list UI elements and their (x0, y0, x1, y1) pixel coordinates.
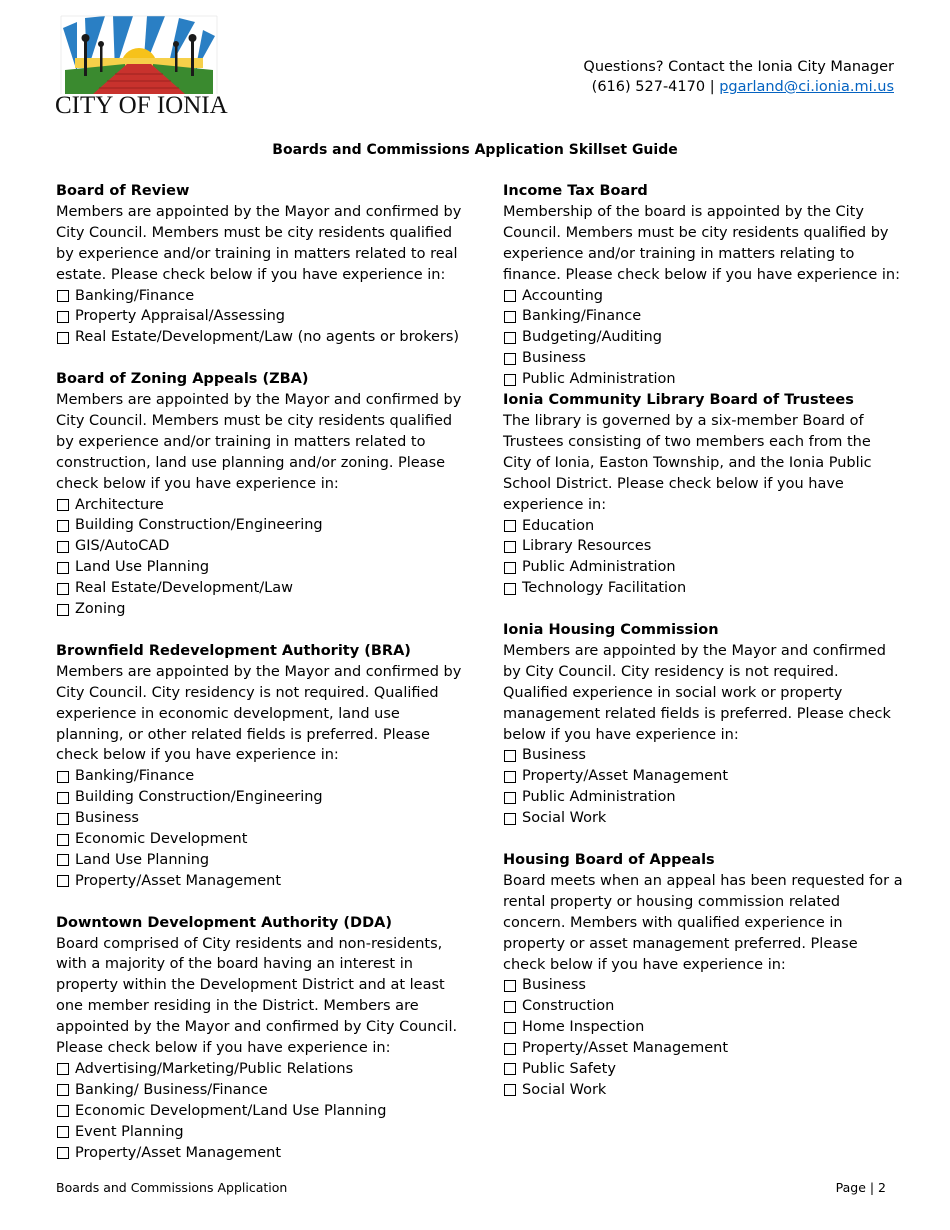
checkbox[interactable] (57, 1126, 69, 1138)
section-ionia-housing-commission (503, 620, 903, 829)
checkbox-option[interactable] (503, 1017, 903, 1038)
section-brownfield-redevelopment-authority (56, 641, 466, 892)
checkbox-option[interactable] (56, 850, 466, 871)
option-label: Property/Asset Management (75, 1144, 282, 1161)
checkbox[interactable] (57, 332, 69, 344)
checkbox-option[interactable] (503, 369, 903, 390)
checkbox-option[interactable] (503, 975, 903, 996)
checkbox[interactable] (504, 520, 516, 532)
option-label: Property/Asset Management (522, 768, 729, 785)
checkbox[interactable] (57, 854, 69, 866)
option-label: Social Work (522, 1081, 607, 1098)
checkbox-option[interactable] (56, 286, 466, 307)
section-housing-board-of-appeals (503, 850, 903, 1101)
checkbox-option[interactable] (56, 557, 466, 578)
checkbox-option[interactable] (503, 306, 903, 327)
option-label: Property/Asset Management (75, 872, 282, 889)
right-column (503, 181, 903, 1101)
checkbox-option[interactable] (503, 996, 903, 1017)
section-heading: Ionia Housing Commission (503, 622, 719, 639)
checkbox[interactable] (57, 1063, 69, 1075)
checkbox-option[interactable] (56, 495, 466, 516)
checkbox-option[interactable] (56, 306, 466, 327)
checkbox[interactable] (57, 520, 69, 532)
section-heading: Ionia Community Library Board of Trustees (503, 392, 854, 409)
footer-document-name: Boards and Commissions Application (56, 1180, 288, 1195)
logo-wordmark: CITY OF IONIA (55, 92, 228, 119)
checkbox-option[interactable] (503, 787, 903, 808)
section-description: Members are appointed by the Mayor and confirmed by City Council. City residency is not required. Qualified experience in social work or property management related fields is preferred. Please check below if you have experience in: (503, 642, 891, 743)
checkbox[interactable] (504, 792, 516, 804)
contact-separator: | (705, 79, 720, 95)
section-board-of-review (56, 181, 466, 348)
checkbox-option[interactable] (503, 578, 903, 599)
section-description: Members are appointed by the Mayor and confirmed by City Council. Members must be city residents qualified by experience and/or training in matters related to real estate. Please check below if you have experience in: (56, 203, 462, 283)
checkbox-option[interactable] (503, 327, 903, 348)
checkbox[interactable] (504, 1001, 516, 1013)
checkbox[interactable] (504, 1063, 516, 1075)
section-library-board-of-trustees (503, 390, 903, 599)
checkbox[interactable] (57, 541, 69, 553)
checkbox[interactable] (504, 750, 516, 762)
checkbox[interactable] (504, 311, 516, 323)
contact-phone: (616) 527-4170 (591, 79, 706, 95)
section-description: Members are appointed by the Mayor and confirmed by City Council. City residency is not required. Qualified experience in economic development, land use planning, or other related fields is preferred. Please check below if you have experience in: (56, 663, 462, 764)
option-label: Library Resources (522, 538, 652, 555)
option-label: Public Safety (522, 1061, 616, 1078)
checkbox[interactable] (504, 1022, 516, 1034)
checkbox-option[interactable] (503, 745, 903, 766)
checkbox[interactable] (57, 771, 69, 783)
checkbox[interactable] (57, 813, 69, 825)
section-heading: Housing Board of Appeals (503, 851, 715, 868)
section-description: Membership of the board is appointed by the City Council. Members must be city residents qualified by experience and/or training in matters relating to finance. Please check below if you have experience in: (503, 203, 900, 283)
checkbox[interactable] (57, 290, 69, 302)
section-income-tax-board (503, 181, 903, 390)
option-label: Land Use Planning (75, 559, 210, 576)
option-label: Architecture (75, 496, 164, 513)
section-downtown-development-authority (56, 913, 466, 1164)
option-label: Real Estate/Development/Law (75, 580, 293, 597)
option-label: Business (522, 747, 586, 764)
checkbox-option[interactable] (56, 515, 466, 536)
option-label: Zoning (75, 601, 126, 618)
option-label: Construction (522, 998, 615, 1015)
left-column (56, 181, 466, 1164)
checkbox[interactable] (57, 562, 69, 574)
checkbox-option[interactable] (56, 871, 466, 892)
option-label: Economic Development (75, 831, 248, 848)
contact-block (583, 57, 894, 97)
section-description: Board comprised of City residents and non-residents, with a majority of the board having an interest in property within the Development District and at least one member residing in the District. Members are appointed by the Mayor and confirmed by City Council. Please check below if you have experience in: (56, 935, 458, 1057)
option-label: GIS/AutoCAD (75, 538, 170, 555)
option-label: Budgeting/Auditing (522, 329, 662, 346)
checkbox[interactable] (504, 353, 516, 365)
checkbox[interactable] (504, 583, 516, 595)
contact-line: Questions? Contact the Ionia City Manager (583, 59, 894, 75)
option-label: Banking/Finance (75, 768, 195, 785)
checkbox-option[interactable] (56, 766, 466, 787)
option-label: Technology Facilitation (522, 580, 687, 597)
option-label: Banking/Finance (75, 287, 195, 304)
section-heading: Brownfield Redevelopment Authority (BRA) (56, 642, 411, 659)
option-label: Education (522, 517, 595, 534)
checkbox[interactable] (504, 1043, 516, 1055)
checkbox-option[interactable] (503, 808, 903, 829)
checkbox-option[interactable] (503, 766, 903, 787)
checkbox[interactable] (504, 771, 516, 783)
checkbox[interactable] (504, 290, 516, 302)
city-logo (55, 14, 228, 120)
option-label: Social Work (522, 810, 607, 827)
checkbox[interactable] (57, 792, 69, 804)
section-heading: Downtown Development Authority (DDA) (56, 914, 392, 931)
option-label: Business (75, 810, 139, 827)
checkbox-option[interactable] (503, 557, 903, 578)
checkbox-option[interactable] (56, 1122, 466, 1143)
checkbox-option[interactable] (503, 1059, 903, 1080)
checkbox[interactable] (504, 374, 516, 386)
checkbox[interactable] (57, 875, 69, 887)
checkbox-option[interactable] (56, 1143, 466, 1164)
footer-page-number: Page | 2 (835, 1180, 886, 1195)
checkbox-option[interactable] (503, 286, 903, 307)
checkbox-option[interactable] (56, 1101, 466, 1122)
option-label: Public Administration (522, 789, 676, 806)
option-label: Event Planning (75, 1123, 184, 1140)
option-label: Business (522, 350, 586, 367)
page-title: Boards and Commissions Application Skillset Guide (272, 142, 678, 158)
section-description: Board meets when an appeal has been requested for a rental property or housing commission related concern. Members with qualified experience in property or asset management preferred. Please check below if you have experience in: (503, 872, 903, 973)
option-label: Real Estate/Development/Law (no agents or brokers) (75, 329, 460, 346)
checkbox[interactable] (504, 980, 516, 992)
contact-phone-email (583, 77, 894, 97)
checkbox-option[interactable] (503, 516, 903, 537)
option-label: Business (522, 977, 586, 994)
checkbox[interactable] (57, 1105, 69, 1117)
option-label: Public Administration (522, 371, 676, 388)
contact-email-link[interactable]: pgarland@ci.ionia.mi.us (719, 79, 894, 95)
section-heading: Income Tax Board (503, 183, 648, 199)
section-heading: Board of Zoning Appeals (ZBA) (56, 371, 309, 388)
checkbox[interactable] (57, 834, 69, 846)
checkbox-option[interactable] (56, 327, 466, 348)
checkbox[interactable] (57, 604, 69, 616)
checkbox-option[interactable] (56, 787, 466, 808)
city-logo-emblem-icon (55, 14, 223, 94)
option-label: Advertising/Marketing/Public Relations (75, 1061, 354, 1078)
option-label: Property Appraisal/Assessing (75, 308, 286, 325)
checkbox-option[interactable] (56, 1059, 466, 1080)
section-description: Members are appointed by the Mayor and confirmed by City Council. Members must be city residents qualified by experience and/or training in matters related to construction, land use planning and/or zoning. Please check below if you have experience in: (56, 392, 462, 492)
checkbox-option[interactable] (56, 829, 466, 850)
option-label: Building Construction/Engineering (75, 789, 323, 806)
option-label: Public Administration (522, 559, 676, 576)
option-label: Building Construction/Engineering (75, 517, 323, 534)
checkbox-option[interactable] (56, 599, 466, 620)
checkbox[interactable] (504, 1084, 516, 1096)
section-board-of-zoning-appeals (56, 369, 466, 620)
section-heading: Board of Review (56, 183, 190, 199)
checkbox-option[interactable] (503, 536, 903, 557)
checkbox-option[interactable] (56, 1080, 466, 1101)
checkbox[interactable] (57, 1084, 69, 1096)
checkbox[interactable] (57, 311, 69, 323)
option-label: Economic Development/Land Use Planning (75, 1102, 387, 1119)
checkbox-option[interactable] (503, 1080, 903, 1101)
option-label: Land Use Planning (75, 851, 210, 868)
option-label: Banking/ Business/Finance (75, 1081, 268, 1098)
checkbox[interactable] (504, 813, 516, 825)
checkbox[interactable] (504, 332, 516, 344)
checkbox[interactable] (504, 541, 516, 553)
checkbox-option[interactable] (56, 578, 466, 599)
option-label: Banking/Finance (522, 308, 642, 325)
option-label: Property/Asset Management (522, 1040, 729, 1057)
checkbox[interactable] (504, 562, 516, 574)
checkbox[interactable] (57, 583, 69, 595)
checkbox-option[interactable] (503, 348, 903, 369)
option-label: Accounting (522, 287, 603, 304)
checkbox-option[interactable] (56, 808, 466, 829)
option-label: Home Inspection (522, 1019, 645, 1036)
checkbox[interactable] (57, 1147, 69, 1159)
checkbox[interactable] (57, 499, 69, 511)
section-description: The library is governed by a six-member Board of Trustees consisting of two members each from the City of Ionia, Easton Township, and the Ionia Public School District. Please check below if you have experience in: (503, 412, 872, 513)
checkbox-option[interactable] (503, 1038, 903, 1059)
checkbox-option[interactable] (56, 536, 466, 557)
